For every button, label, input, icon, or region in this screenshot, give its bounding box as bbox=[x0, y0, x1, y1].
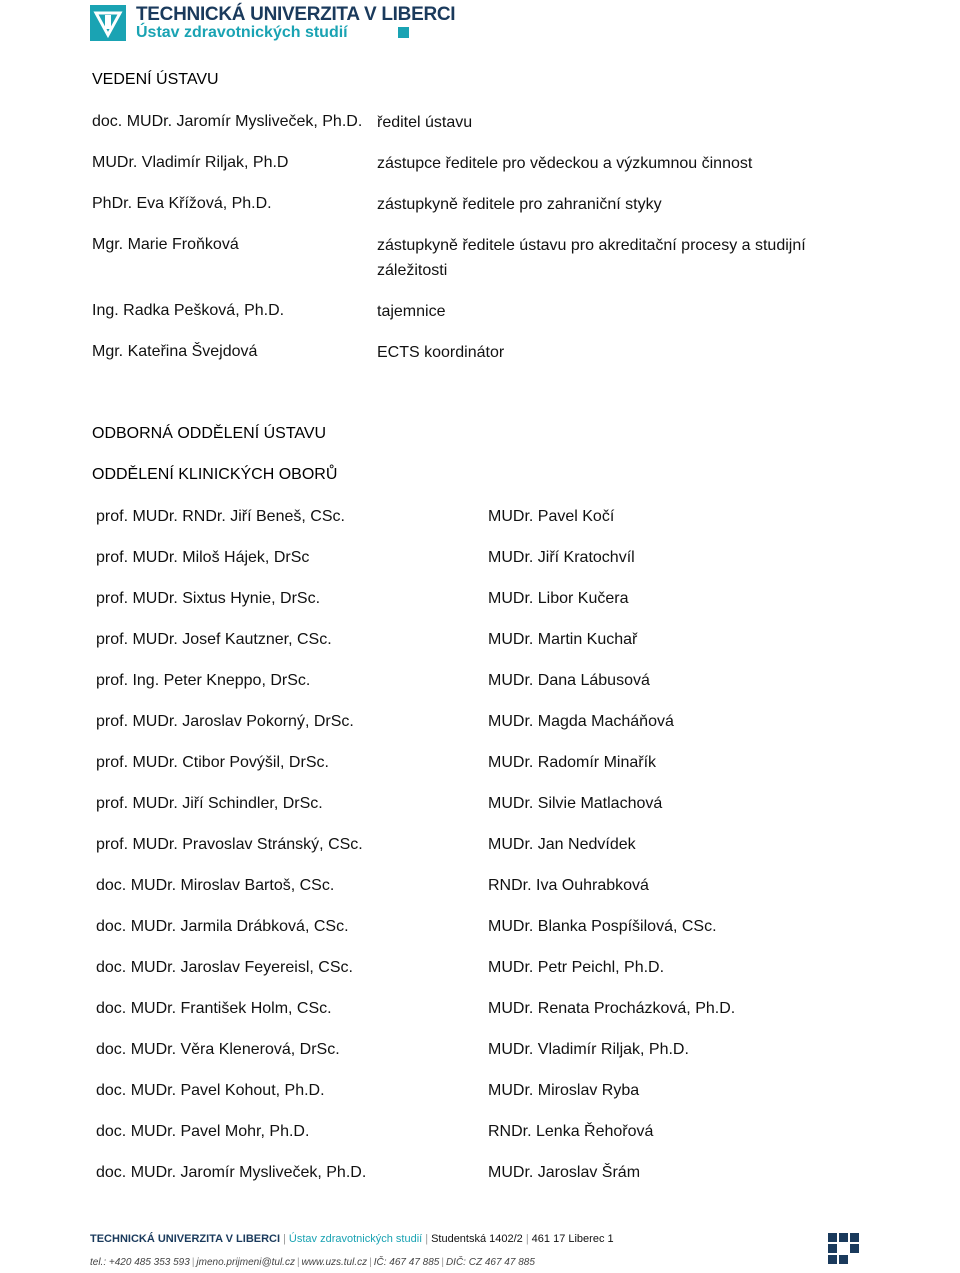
leader-role: zástupce ředitele pro vědeckou a výzkumnou činnost bbox=[377, 155, 753, 172]
clinical-member-right: MUDr. Jan Nedvídek bbox=[488, 836, 636, 853]
clinical-member-right: MUDr. Radomír Minařík bbox=[488, 754, 657, 771]
footer-email[interactable]: jmeno.prijmeni@tul.cz bbox=[196, 1257, 295, 1268]
leader-name: doc. MUDr. Jaromír Mysliveček, Ph.D. bbox=[92, 113, 363, 130]
clinical-member-left: prof. MUDr. Jaroslav Pokorný, DrSc. bbox=[96, 713, 354, 730]
clinical-member-right: MUDr. Pavel Kočí bbox=[488, 508, 615, 525]
clinical-member-right: RNDr. Iva Ouhrabková bbox=[488, 877, 649, 894]
clinical-member-left: doc. MUDr. Miroslav Bartoš, CSc. bbox=[96, 877, 335, 894]
leadership-heading: VEDENÍ ÚSTAVU bbox=[92, 71, 219, 88]
leader-role: ECTS koordinátor bbox=[377, 344, 505, 361]
footer-dic: DIČ: CZ 467 47 885 bbox=[445, 1257, 535, 1268]
clinical-member-left: prof. MUDr. Ctibor Povýšil, DrSc. bbox=[96, 754, 329, 771]
clinical-member-right: MUDr. Blanka Pospíšilová, CSc. bbox=[488, 918, 717, 935]
footer-address: TECHNICKÁ UNIVERZITA V LIBERCI | Ústav zdravotnických studií | Studentská 1402/2 | 461 17 Liberec 1 bbox=[90, 1233, 614, 1245]
leader-name: Mgr. Marie Froňková bbox=[92, 236, 239, 253]
footer-phone: tel.: +420 485 353 593 bbox=[90, 1257, 190, 1268]
leader-name: PhDr. Eva Křížová, Ph.D. bbox=[92, 195, 272, 212]
clinical-member-left: doc. MUDr. Věra Klenerová, DrSc. bbox=[96, 1041, 340, 1058]
clinical-member-right: MUDr. Silvie Matlachová bbox=[488, 795, 663, 812]
university-name: TECHNICKÁ UNIVERZITA V LIBERCI bbox=[136, 4, 456, 25]
clinical-member-left: prof. MUDr. Jiří Schindler, DrSc. bbox=[96, 795, 323, 812]
clinical-member-right: MUDr. Dana Lábusová bbox=[488, 672, 650, 689]
clinical-member-right: RNDr. Lenka Řehořová bbox=[488, 1123, 654, 1140]
logo-square-icon bbox=[398, 27, 409, 38]
clinical-member-left: prof. MUDr. Miloš Hájek, DrSc bbox=[96, 549, 310, 566]
clinical-member-right: MUDr. Jaroslav Šrám bbox=[488, 1164, 641, 1181]
footer-brand: TECHNICKÁ UNIVERZITA V LIBERCI bbox=[90, 1233, 281, 1245]
footer-web[interactable]: www.uzs.tul.cz bbox=[301, 1257, 368, 1268]
footer-ic: IČ: 467 47 885 bbox=[373, 1257, 440, 1268]
clinical-member-right: MUDr. Martin Kuchař bbox=[488, 631, 638, 648]
footer-street: Studentská 1402/2 bbox=[431, 1233, 523, 1245]
clinical-member-left: prof. MUDr. Pravoslav Stránský, CSc. bbox=[96, 836, 363, 853]
university-logo bbox=[90, 4, 456, 44]
clinical-member-right: MUDr. Miroslav Ryba bbox=[488, 1082, 640, 1099]
university-emblem-icon bbox=[90, 5, 126, 41]
leader-role: zástupkyně ředitele ústavu pro akreditační procesy a studijní záležitosti bbox=[377, 237, 806, 279]
clinical-member-left: prof. MUDr. Sixtus Hynie, DrSc. bbox=[96, 590, 321, 607]
leader-name: Ing. Radka Pešková, Ph.D. bbox=[92, 302, 285, 319]
clinical-member-right: MUDr. Libor Kučera bbox=[488, 590, 629, 607]
clinical-department-heading: ODDĚLENÍ KLINICKÝCH OBORŮ bbox=[92, 466, 338, 483]
clinical-member-right: MUDr. Petr Peichl, Ph.D. bbox=[488, 959, 665, 976]
clinical-member-right: MUDr. Jiří Kratochvíl bbox=[488, 549, 635, 566]
footer-grid-logo-icon bbox=[828, 1233, 860, 1265]
leader-role: ředitel ústavu bbox=[377, 114, 473, 131]
footer-institute: Ústav zdravotnických studií bbox=[288, 1233, 423, 1245]
clinical-member-left: doc. MUDr. Jaromír Mysliveček, Ph.D. bbox=[96, 1164, 367, 1181]
clinical-member-left: doc. MUDr. František Holm, CSc. bbox=[96, 1000, 332, 1017]
departments-heading: ODBORNÁ ODDĚLENÍ ÚSTAVU bbox=[92, 425, 327, 442]
leader-role: zástupkyně ředitele pro zahraniční styky bbox=[377, 196, 662, 213]
clinical-member-left: prof. MUDr. RNDr. Jiří Beneš, CSc. bbox=[96, 508, 345, 525]
footer-contact: tel.: +420 485 353 593 | jmeno.prijmeni@tul.cz | www.uzs.tul.cz | IČ: 467 47 885 | DIČ: CZ 467 47 885 bbox=[90, 1257, 535, 1268]
institute-name: Ústav zdravotnických studií bbox=[136, 24, 348, 41]
leader-role: tajemnice bbox=[377, 303, 446, 320]
leader-name: MUDr. Vladimír Riljak, Ph.D bbox=[92, 154, 289, 171]
clinical-member-left: prof. Ing. Peter Kneppo, DrSc. bbox=[96, 672, 311, 689]
clinical-member-left: doc. MUDr. Jarmila Drábková, CSc. bbox=[96, 918, 349, 935]
clinical-member-left: doc. MUDr. Pavel Mohr, Ph.D. bbox=[96, 1123, 310, 1140]
clinical-member-right: MUDr. Renata Procházková, Ph.D. bbox=[488, 1000, 736, 1017]
clinical-member-left: doc. MUDr. Pavel Kohout, Ph.D. bbox=[96, 1082, 325, 1099]
clinical-member-left: prof. MUDr. Josef Kautzner, CSc. bbox=[96, 631, 332, 648]
footer-city: 461 17 Liberec 1 bbox=[531, 1233, 614, 1245]
clinical-member-right: MUDr. Magda Macháňová bbox=[488, 713, 674, 730]
clinical-member-right: MUDr. Vladimír Riljak, Ph.D. bbox=[488, 1041, 689, 1058]
leader-name: Mgr. Kateřina Švejdová bbox=[92, 343, 258, 360]
clinical-member-left: doc. MUDr. Jaroslav Feyereisl, CSc. bbox=[96, 959, 353, 976]
